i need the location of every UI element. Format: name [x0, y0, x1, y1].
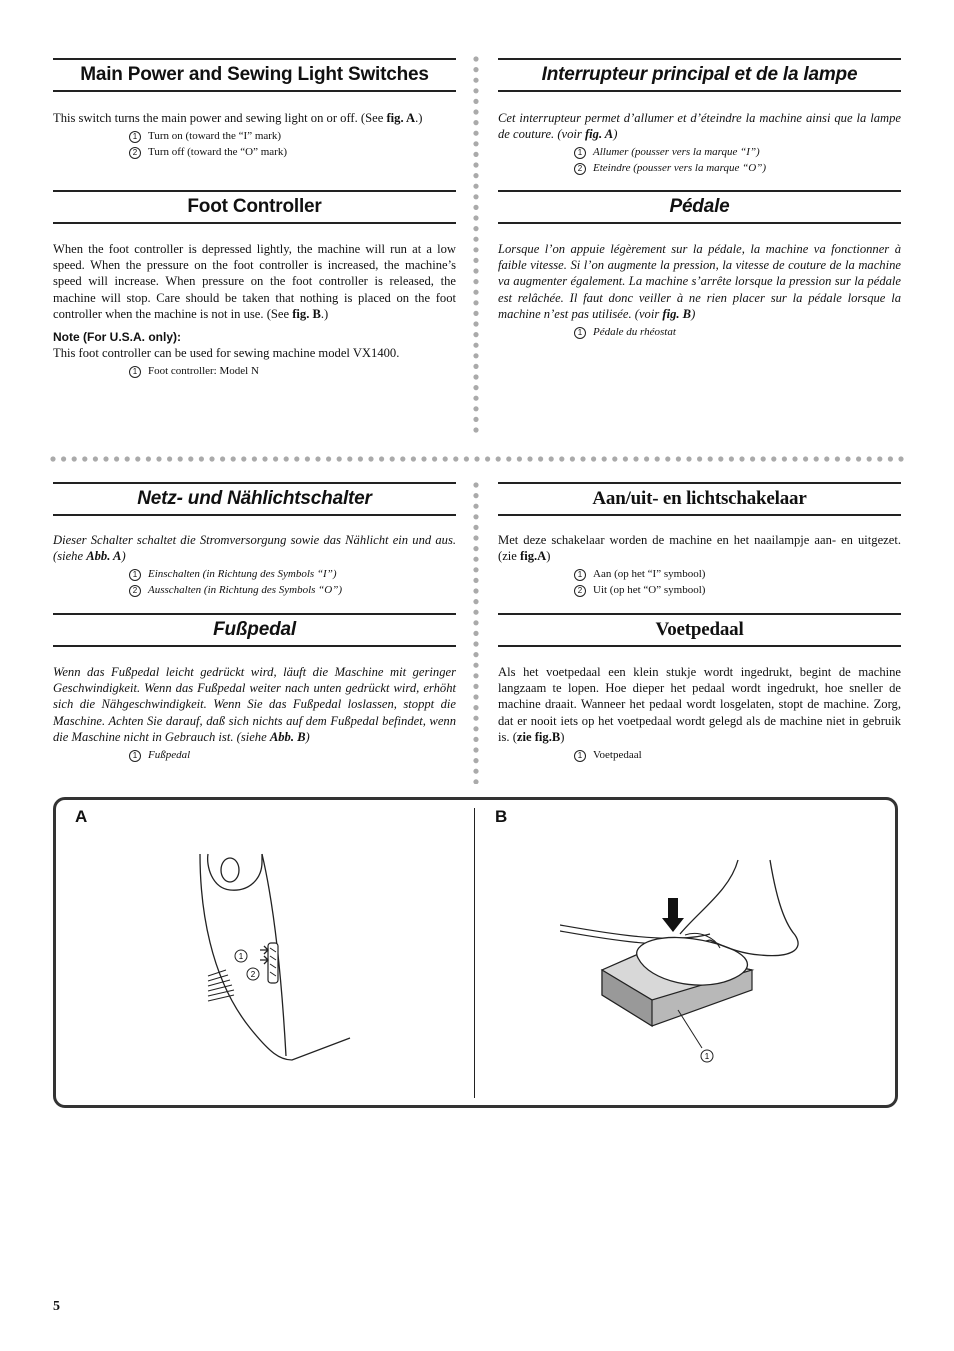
divider-dot [473, 353, 478, 358]
divider-dot [845, 456, 850, 461]
divider-dot [337, 456, 342, 461]
divider-dot [877, 456, 882, 461]
divider-dot [273, 456, 278, 461]
divider-dot [655, 456, 660, 461]
divider-dot [114, 456, 119, 461]
divider-dot [473, 514, 478, 519]
step-item: 1 Einschalten (in Richtung des Symbols “I”) [129, 567, 456, 583]
divider-dot [473, 247, 478, 252]
divider-dot [612, 456, 617, 461]
divider-dot [898, 456, 903, 461]
switch-steps-fr [574, 145, 901, 176]
divider-dot [167, 456, 172, 461]
divider-dot [473, 726, 478, 731]
divider-dot [72, 456, 77, 461]
divider-dot [473, 641, 478, 646]
pedal-marker-label: 1 [704, 1052, 710, 1061]
divider-dot [665, 456, 670, 461]
divider-dot [473, 364, 478, 369]
divider-dot [867, 456, 872, 461]
divider-dot [473, 535, 478, 540]
divider-dot [421, 456, 426, 461]
step-item: 1 Allumer (pousser vers la marque “I”) [574, 145, 901, 161]
divider-dot [718, 456, 723, 461]
divider-dot [473, 237, 478, 242]
divider-dot [782, 456, 787, 461]
divider-dot [835, 456, 840, 461]
divider-dot [178, 456, 183, 461]
marker-1-label: 1 [238, 952, 244, 961]
divider-dot [473, 258, 478, 263]
divider-dot [473, 99, 478, 104]
divider-dot [739, 456, 744, 461]
divider-dot [517, 456, 522, 461]
divider-dot [473, 141, 478, 146]
divider-dot [473, 588, 478, 593]
divider-dot [231, 456, 236, 461]
divider-dot [390, 456, 395, 461]
switch-heading-en: Main Power and Sewing Light Switches [53, 58, 456, 92]
step-item: 1 Turn on (toward the “I” mark) [129, 129, 456, 145]
divider-dot [61, 456, 66, 461]
divider-dot [473, 427, 478, 432]
step-item: 1 Pédale du rhéostat [574, 325, 901, 341]
foot-text-nl: Als het voetpedaal een klein stukje wordt ingedrukt, begint de machine langzaam te lopen. Hoe dieper het pedaal wordt ingedrukt, hoe sneller de machine draait. Wanneer het pedaal wordt losgelaten, stopt de machine. Zorg, dat er nooit iets op het voetpedaal wordt gelegd als de machine niet in gebruik is. (zie fig.B) [498, 665, 901, 744]
english-foot-column [53, 190, 456, 380]
divider-dot [473, 385, 478, 390]
divider-dot [473, 152, 478, 157]
divider-dot [473, 194, 478, 199]
divider-dot [750, 456, 755, 461]
divider-dot [473, 769, 478, 774]
switch-text-fr: Cet interrupteur permet d’allumer et d’éteindre la machine ainsi que la lampe de couture. (voir fig. A) [498, 111, 901, 142]
foot-text-de: Wenn das Fußpedal leicht gedrückt wird, läuft die Maschine mit geringer Geschwindigkeit. Wenn das Fußpedal weiter nach unten gedrückt wird, erhöht sich die Nähgeschwindigkeit. Wenn Sie das Fußpedal loslassen, stoppt die Maschine. Achten Sie darauf, daß sich nichts auf dem Fußpedal befindet, wenn die Maschine nicht in Gebrauch ist. (siehe Abb. B) [53, 665, 456, 744]
divider-dot [473, 406, 478, 411]
divider-dot [284, 456, 289, 461]
german-foot-column [53, 613, 456, 764]
english-column [53, 58, 456, 160]
divider-dot [708, 456, 713, 461]
foot-steps-de [129, 748, 456, 764]
divider-dot [792, 456, 797, 461]
divider-dot [473, 578, 478, 583]
vertical-dotted-divider-bottom [472, 482, 480, 784]
divider-dot [443, 456, 448, 461]
divider-dot [473, 716, 478, 721]
divider-dot [473, 162, 478, 167]
divider-dot [473, 88, 478, 93]
divider-dot [220, 456, 225, 461]
foot-text-fr: Lorsque l’on appuie légèrement sur la pédale, la machine va fonctionner à faible vitesse. Si l’on augmente la pression, la vitesse de couture de la machine va augmenter également. La machine s’arrête lorsque la pression sur la pédale est relâchée. Il faut donc veiller à ne rien placer sur la pédale lorsque la machine n’est pas utilisée. (voir fig. B) [498, 242, 901, 321]
divider-dot [473, 779, 478, 784]
vertical-dotted-divider-top [472, 56, 480, 440]
foot-heading-fr: Pédale [498, 190, 901, 224]
divider-dot [824, 456, 829, 461]
step-item: 1 Voetpedaal [574, 748, 901, 764]
switch-steps-en [129, 129, 456, 160]
divider-dot [368, 456, 373, 461]
divider-dot [473, 205, 478, 210]
page-number: 5 [53, 1299, 60, 1314]
divider-dot [473, 311, 478, 316]
divider-dot [473, 652, 478, 657]
divider-dot [473, 504, 478, 509]
step-item: 2 Ausschalten (in Richtung des Symbols “O”) [129, 583, 456, 599]
divider-dot [527, 456, 532, 461]
divider-dot [473, 290, 478, 295]
divider-dot [473, 747, 478, 752]
figure-b-label: B [495, 807, 508, 826]
divider-dot [570, 456, 575, 461]
note-text-en: This foot controller can be used for sewing machine model VX1400. [53, 346, 400, 361]
divider-dot [644, 456, 649, 461]
divider-dot [326, 456, 331, 461]
figure-a-label: A [75, 807, 88, 826]
divider-dot [473, 758, 478, 763]
divider-dot [146, 456, 151, 461]
divider-dot [473, 268, 478, 273]
divider-dot [347, 456, 352, 461]
divider-dot [432, 456, 437, 461]
divider-dot [125, 456, 130, 461]
foot-heading-de: Fußpedal [53, 613, 456, 647]
divider-dot [379, 456, 384, 461]
divider-dot [473, 396, 478, 401]
divider-dot [453, 456, 458, 461]
step-item: 1 Aan (op het “I” symbool) [574, 567, 901, 583]
foot-text-en: When the foot controller is depressed lightly, the machine will run at a low speed. When the pressure on the foot controller is increased, the machine’s speed will increase. When pressure on the foot controller is released, the machine will stop. Care should be taken that nothing is placed on the foot controller when the machine is not in use. (See fig. B.) [53, 242, 456, 321]
divider-dot [473, 131, 478, 136]
divider-dot [473, 737, 478, 742]
figure-divider [474, 808, 475, 1098]
switch-heading-de: Netz- und Nählichtschalter [53, 482, 456, 516]
divider-dot [473, 279, 478, 284]
divider-dot [474, 456, 479, 461]
divider-dot [506, 456, 511, 461]
divider-dot [856, 456, 861, 461]
divider-dot [473, 67, 478, 72]
divider-dot [473, 374, 478, 379]
divider-dot [633, 456, 638, 461]
step-item: 1 Fußpedal [129, 748, 456, 764]
divider-dot [294, 456, 299, 461]
divider-dot [473, 300, 478, 305]
divider-dot [93, 456, 98, 461]
step-item: 2 Eteindre (pousser vers la marque “O”) [574, 161, 901, 177]
machine-switch-illustration [190, 848, 360, 1068]
divider-dot [473, 546, 478, 551]
divider-dot [602, 456, 607, 461]
divider-dot [473, 482, 478, 487]
divider-dot [473, 226, 478, 231]
divider-dot [473, 184, 478, 189]
divider-dot [464, 456, 469, 461]
divider-dot [199, 456, 204, 461]
foot-steps-nl [574, 748, 901, 764]
switch-steps-nl [574, 567, 901, 598]
divider-dot [676, 456, 681, 461]
switch-text-nl: Met deze schakelaar worden de machine en het naailampje aan- en uitgezet. (zie fig.A) [498, 533, 901, 564]
foot-steps-fr [574, 325, 901, 341]
divider-dot [473, 493, 478, 498]
divider-dot [473, 215, 478, 220]
divider-dot [814, 456, 819, 461]
foot-heading-nl: Voetpedaal [498, 613, 901, 647]
divider-dot [803, 456, 808, 461]
divider-dot [473, 610, 478, 615]
german-column [53, 482, 456, 598]
step-item: 2 Turn off (toward the “O” mark) [129, 145, 456, 161]
switch-heading-nl: Aan/uit- en lichtschakelaar [498, 482, 901, 516]
divider-dot [473, 120, 478, 125]
french-foot-column [498, 190, 901, 341]
divider-dot [623, 456, 628, 461]
divider-dot [103, 456, 108, 461]
divider-dot [473, 663, 478, 668]
divider-dot [729, 456, 734, 461]
divider-dot [209, 456, 214, 461]
divider-dot [262, 456, 267, 461]
foot-heading-en: Foot Controller [53, 190, 456, 224]
divider-dot [241, 456, 246, 461]
divider-dot [473, 109, 478, 114]
divider-dot [473, 321, 478, 326]
divider-dot [473, 631, 478, 636]
divider-dot [473, 332, 478, 337]
divider-dot [82, 456, 87, 461]
divider-dot [315, 456, 320, 461]
divider-dot [496, 456, 501, 461]
divider-dot [761, 456, 766, 461]
divider-dot [473, 599, 478, 604]
divider-dot [473, 417, 478, 422]
divider-dot [771, 456, 776, 461]
divider-dot [888, 456, 893, 461]
switch-text-de: Dieser Schalter schaltet die Stromversorgung sowie das Nählicht ein und aus. (siehe Abb. A) [53, 533, 456, 564]
divider-dot [473, 567, 478, 572]
divider-dot [473, 557, 478, 562]
step-item: 2 Uit (op het “O” symbool) [574, 583, 901, 599]
divider-dot [591, 456, 596, 461]
divider-dot [473, 56, 478, 61]
foot-pedal-illustration [560, 850, 820, 1070]
horizontal-dotted-divider [50, 456, 905, 462]
switch-heading-fr: Interrupteur principal et de la lampe [498, 58, 901, 92]
divider-dot [473, 78, 478, 83]
divider-dot [473, 525, 478, 530]
divider-dot [411, 456, 416, 461]
french-column [498, 58, 901, 176]
divider-dot [473, 705, 478, 710]
divider-dot [580, 456, 585, 461]
divider-dot [549, 456, 554, 461]
divider-dot [252, 456, 257, 461]
divider-dot [400, 456, 405, 461]
step-item: 1 Foot controller: Model N [129, 364, 456, 380]
divider-dot [473, 173, 478, 178]
divider-dot [188, 456, 193, 461]
dutch-foot-column [498, 613, 901, 764]
divider-dot [559, 456, 564, 461]
divider-dot [473, 694, 478, 699]
dutch-column [498, 482, 901, 598]
switch-steps-de [129, 567, 456, 598]
divider-dot [358, 456, 363, 461]
divider-dot [305, 456, 310, 461]
marker-2-label: 2 [250, 970, 256, 979]
divider-dot [485, 456, 490, 461]
divider-dot [473, 343, 478, 348]
divider-dot [473, 673, 478, 678]
divider-dot [473, 684, 478, 689]
switch-text-en: This switch turns the main power and sewing light on or off. (See fig. A.) [53, 111, 423, 125]
note-title-en: Note (For U.S.A. only): [53, 330, 181, 345]
divider-dot [135, 456, 140, 461]
divider-dot [538, 456, 543, 461]
divider-dot [697, 456, 702, 461]
divider-dot [50, 456, 55, 461]
divider-dot [686, 456, 691, 461]
divider-dot [473, 620, 478, 625]
foot-steps-en [129, 364, 456, 380]
divider-dot [156, 456, 161, 461]
